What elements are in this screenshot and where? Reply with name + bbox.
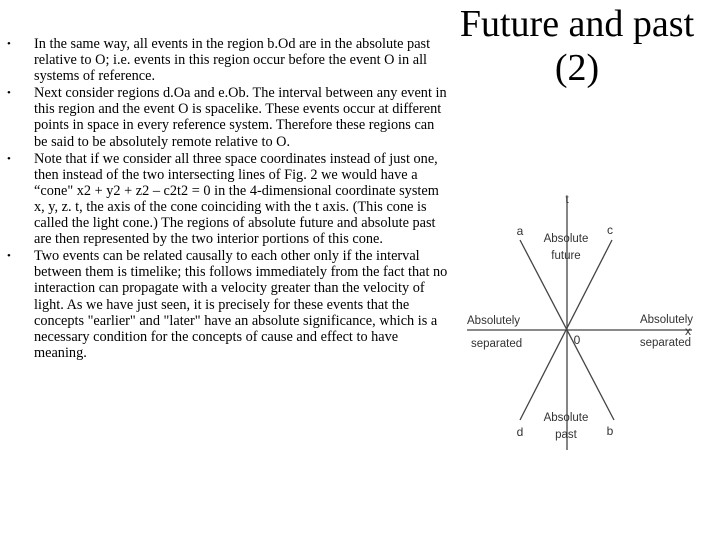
light-cone-diagram <box>462 185 702 455</box>
bullet-marker: • <box>7 87 11 100</box>
bullet-marker: • <box>7 38 11 50</box>
right-region-label-line-2: separated <box>639 337 691 349</box>
bullet-text: Next consider regions d.Oa and e.Ob. The interval between any event in this region and the event O is spacelike. These events occur at different points in space in every reference system. Therefore these regions can be said to be absolutely remote relative to O. <box>34 85 447 150</box>
left-region-label-line-2: separated <box>471 338 523 350</box>
t-axis-label: t <box>565 192 569 206</box>
bullet-item <box>0 151 448 248</box>
left-region-label-line-1: Absolutely <box>467 315 521 327</box>
slide-title <box>436 2 718 90</box>
corner-label-a: a <box>516 224 524 238</box>
bullet-item <box>0 248 448 361</box>
x-axis-label: x <box>685 324 691 338</box>
bullet-list <box>0 36 448 362</box>
corner-label-b: b <box>606 424 614 438</box>
light-cone-figure <box>462 185 702 455</box>
future-label-line-2: future <box>551 250 581 262</box>
bullet-marker: • <box>7 250 11 263</box>
bullet-text: Two events can be related causally to each other only if the interval between them is timelike; this follows immediately from the fact that no interaction can propagate with a velocity greater than the velocity of light. As we have just seen, it is precisely for these events that the concepts "earlier" and "later" have an absolute significance, which is a necessary condition for the concepts of cause and effect to have meaning. <box>34 248 448 361</box>
right-region-label-line-1: Absolutely <box>639 314 693 326</box>
corner-label-c: c <box>607 223 613 237</box>
past-label-line-2: past <box>555 429 577 441</box>
bullet-item <box>0 85 448 149</box>
corner-label-d: d <box>516 425 524 439</box>
bullet-text: Note that if we consider all three space coordinates instead of just one, then instead of the two intersecting lines of Fig. 2 we would have a “cone" x2 + y2 + z2 – c2t2 = 0 in the 4-dimensional coordinate system x, y, z. t, the axis of the cone coinciding with the t axis. (This cone is called the light cone.) The regions of absolute future and absolute past are then represented by the two interior portions of this cone. <box>34 150 439 248</box>
bullet-item <box>0 36 448 84</box>
bullet-marker: • <box>7 152 11 165</box>
origin-label: 0 <box>573 333 581 347</box>
slide-title-line-2: (2) <box>554 47 600 89</box>
future-label-line-1: Absolute <box>543 233 589 245</box>
past-label-line-1: Absolute <box>543 412 589 424</box>
bullet-text: In the same way, all events in the region b.Od are in the absolute past relative to O; i.e. events in this region occur before the event O in all systems of reference. <box>34 36 431 85</box>
slide-title-line-1: Future and past <box>459 3 695 45</box>
